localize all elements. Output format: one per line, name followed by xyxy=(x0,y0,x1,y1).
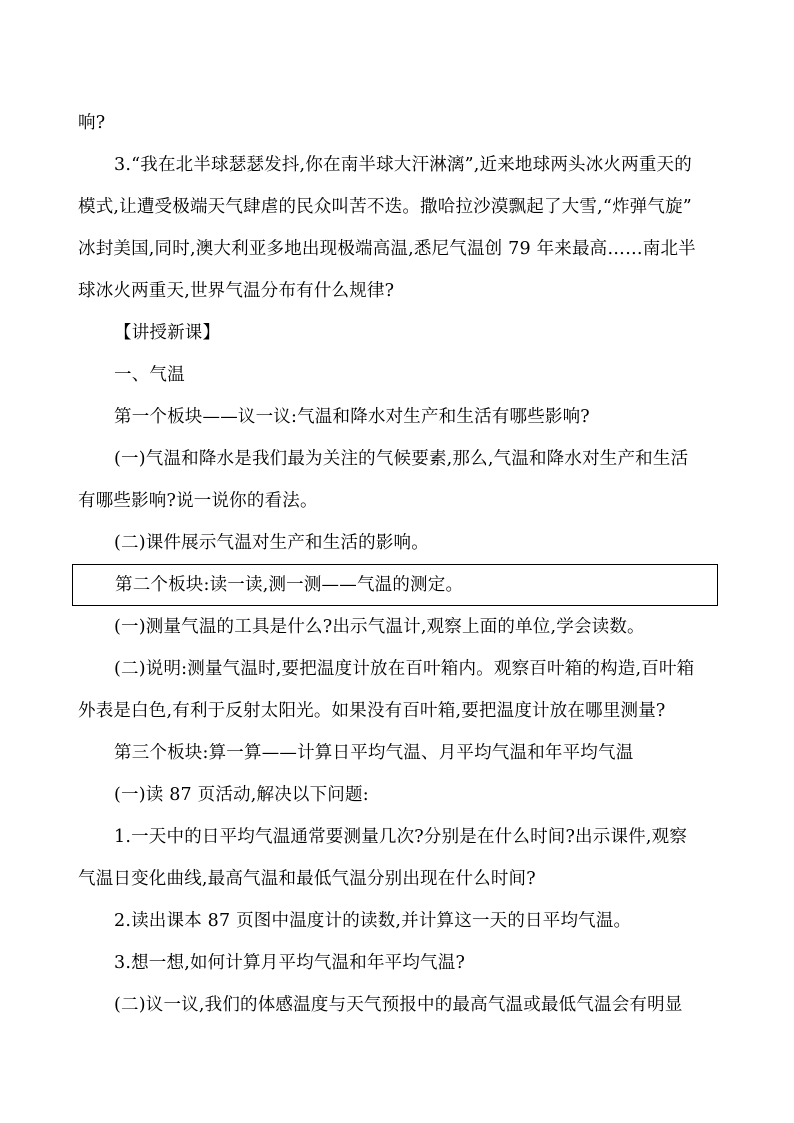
document-page xyxy=(78,102,722,1026)
text-line: 外表是白色,有利于反射太阳光。如果没有百叶箱,要把温度计放在哪里测量? xyxy=(78,701,666,721)
text-line: (一)气温和降水是我们最为关注的气候要素,那么,气温和降水对生产和生活 xyxy=(114,449,689,469)
text-line: (一)测量气温的工具是什么?出示气温计,观察上面的单位,学会读数。 xyxy=(114,617,645,637)
text-line: 第一个板块——议一议:气温和降水对生产和生活有哪些影响? xyxy=(114,407,590,427)
text-line: (二)议一议,我们的体感温度与天气预报中的最高气温或最低气温会有明显 xyxy=(114,995,683,1015)
text-line: 2.读出课本 87 页图中温度计的读数,并计算这一天的日平均气温。 xyxy=(114,911,632,931)
text-line: 3.“我在北半球瑟瑟发抖,你在南半球大汗淋漓”,近来地球两头冰火两重天的 xyxy=(114,155,692,175)
text-line: (二)说明:测量气温时,要把温度计放在百叶箱内。观察百叶箱的构造,百叶箱 xyxy=(114,659,695,679)
text-line: 【讲授新课】 xyxy=(114,323,221,343)
text-line: 气温日变化曲线,最高气温和最低气温分别出现在什么时间? xyxy=(78,869,536,889)
text-line: 1.一天中的日平均气温通常要测量几次?分别是在什么时间?出示课件,观察 xyxy=(114,827,688,847)
text-line: (二)课件展示气温对生产和生活的影响。 xyxy=(114,533,429,553)
boxed-section-heading: 第二个板块:读一读,测一测——气温的测定。 xyxy=(72,564,718,606)
text-line: 第三个板块:算一算——计算日平均气温、月平均气温和年平均气温 xyxy=(114,743,634,763)
text-line: 模式,让遭受极端天气肆虐的民众叫苦不迭。撒哈拉沙漠飘起了大雪,“炸弹气旋” xyxy=(78,197,692,217)
text-line: 3.想一想,如何计算月平均气温和年平均气温? xyxy=(114,953,466,973)
text-line: 响? xyxy=(78,113,106,133)
text-line: (一)读 87 页活动,解决以下问题: xyxy=(114,785,369,805)
text-line: 球冰火两重天,世界气温分布有什么规律? xyxy=(78,281,395,301)
text-line: 有哪些影响?说一说你的看法。 xyxy=(78,491,318,511)
text-line: 冰封美国,同时,澳大利亚多地出现极端高温,悉尼气温创 79 年来最高……南北半 xyxy=(78,239,696,259)
text-line: 一、气温 xyxy=(114,365,185,385)
